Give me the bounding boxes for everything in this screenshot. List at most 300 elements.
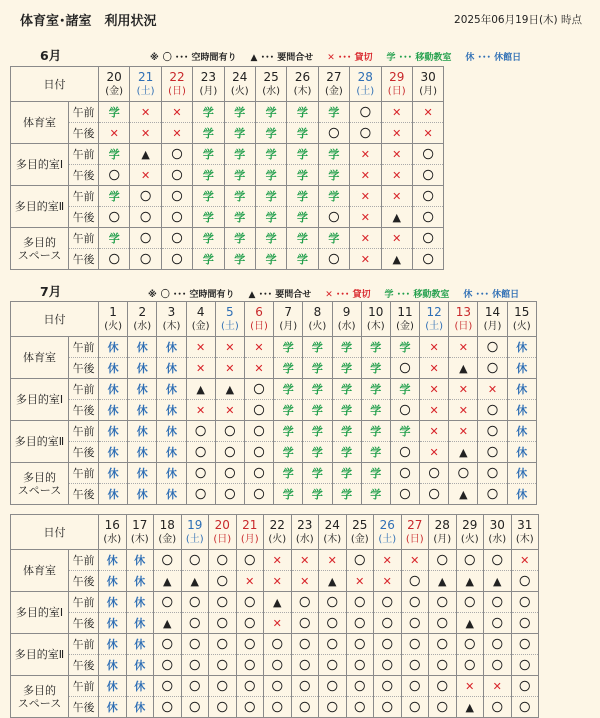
available-mark: 〇 [429,676,457,697]
weekday: (金) [105,86,124,97]
available-mark: 〇 [456,634,484,655]
available-mark: 〇 [478,400,507,421]
day-number: 13 [455,305,471,319]
closed-mark: 休 [128,358,157,379]
reserved-mark: ✕ [244,337,273,358]
time-slot: 午後 [69,442,99,463]
reserved-mark: ✕ [412,102,443,123]
date-header-cell [157,302,186,337]
closed-mark: 休 [99,337,128,358]
available-mark: 〇 [401,613,429,634]
available-mark: 〇 [130,228,161,249]
availability-table [10,514,539,718]
closed-mark: 休 [128,463,157,484]
reserved-mark: ✕ [381,186,412,207]
time-slot: 午後 [69,400,99,421]
reserved-mark: ✕ [291,550,319,571]
school-mark: 学 [274,337,303,358]
reserved-mark: ✕ [215,337,244,358]
available-mark: 〇 [154,550,182,571]
weekday: (土) [185,534,204,545]
school-mark: 学 [224,186,255,207]
date-header-cell [209,515,237,550]
school-mark: 学 [255,102,286,123]
reserved-mark: ✕ [350,186,381,207]
room-name: 多目的室Ⅱ [11,421,69,463]
date-header-cell [381,67,412,102]
weekday: (火) [308,321,327,332]
room-name: 多目的 スペース [11,228,69,270]
closed-mark: 休 [507,379,536,400]
day-number: 19 [187,518,203,532]
legend-item-g: 学 ･･･ 移動教室 [384,290,450,300]
date-header-cell [128,302,157,337]
school-mark: 学 [99,144,130,165]
available-mark: 〇 [209,676,237,697]
reserved-mark: ✕ [381,123,412,144]
date-header-cell [287,67,318,102]
legend-item-g: 学 ･･･ 移動教室 [386,53,452,63]
reserved-mark: ✕ [264,571,292,592]
reserved-mark: ✕ [99,123,130,144]
school-mark: 学 [274,442,303,463]
school-mark: 学 [361,337,390,358]
weekday: (日) [454,321,473,332]
school-mark: 学 [332,484,361,505]
available-mark: 〇 [291,613,319,634]
available-mark: 〇 [161,186,192,207]
available-mark: 〇 [319,676,347,697]
closed-mark: 休 [99,463,128,484]
available-mark: 〇 [346,634,374,655]
weekday: (水) [295,534,314,545]
available-mark: 〇 [130,186,161,207]
time-slot: 午後 [69,165,99,186]
closed-mark: 休 [99,358,128,379]
available-mark: 〇 [412,144,443,165]
inquire-mark: ▲ [456,697,484,718]
day-number: 7 [284,305,293,319]
as-of-date: 2025年06月19日(木) 時点 [454,14,582,26]
date-header-cell [236,515,264,550]
available-mark: 〇 [244,379,273,400]
closed-mark: 休 [157,400,186,421]
closed-mark: 休 [128,337,157,358]
day-number: 12 [426,305,442,319]
day-number: 15 [514,305,530,319]
date-header-cell [449,302,478,337]
weekday: (火) [230,86,249,97]
time-slot: 午後 [69,655,99,676]
closed-mark: 休 [99,442,128,463]
school-mark: 学 [274,400,303,421]
reserved-mark: ✕ [381,144,412,165]
available-mark: 〇 [181,634,209,655]
available-mark: 〇 [478,421,507,442]
availability-table [10,301,537,505]
available-mark: 〇 [319,634,347,655]
date-header-cell [332,302,361,337]
weekday: (水) [337,321,356,332]
legend-item-k: 休 ･･･ 休館日 [465,53,522,63]
weekday: (水) [488,534,507,545]
reserved-mark: ✕ [484,676,512,697]
closed-mark: 休 [507,358,536,379]
reserved-mark: ✕ [381,165,412,186]
available-mark: 〇 [215,442,244,463]
date-header-cell [161,67,192,102]
available-mark: 〇 [291,697,319,718]
closed-mark: 休 [99,379,128,400]
date-header-cell [186,302,215,337]
available-mark: 〇 [346,697,374,718]
closed-mark: 休 [126,655,154,676]
reserved-mark: ✕ [350,249,381,270]
available-mark: 〇 [374,697,402,718]
day-number: 2 [138,305,147,319]
available-mark: 〇 [130,249,161,270]
closed-mark: 休 [128,421,157,442]
school-mark: 学 [274,379,303,400]
available-mark: 〇 [401,697,429,718]
reserved-mark: ✕ [420,337,449,358]
available-mark: 〇 [209,592,237,613]
school-mark: 学 [303,463,332,484]
school-mark: 学 [193,249,224,270]
school-mark: 学 [99,228,130,249]
available-mark: 〇 [154,634,182,655]
closed-mark: 休 [157,442,186,463]
date-header-cell [478,302,507,337]
available-mark: 〇 [319,697,347,718]
weekday: (火) [268,534,287,545]
day-number: 24 [324,518,340,532]
available-mark: 〇 [449,463,478,484]
reserved-mark: ✕ [244,358,273,379]
weekday: (土) [425,321,444,332]
weekday: (月) [419,86,437,97]
reserved-mark: ✕ [420,421,449,442]
available-mark: 〇 [401,655,429,676]
school-mark: 学 [390,421,419,442]
school-mark: 学 [255,123,286,144]
available-mark: 〇 [484,697,512,718]
school-mark: 学 [99,186,130,207]
available-mark: 〇 [291,634,319,655]
available-mark: 〇 [264,634,292,655]
day-number: 27 [326,70,342,84]
reserved-mark: ✕ [449,379,478,400]
time-slot: 午前 [69,676,99,697]
available-mark: 〇 [350,123,381,144]
reserved-mark: ✕ [291,571,319,592]
weekday: (金) [350,534,369,545]
available-mark: 〇 [511,676,539,697]
available-mark: 〇 [412,186,443,207]
date-header-label: 日付 [11,67,99,102]
school-mark: 学 [193,165,224,186]
school-mark: 学 [193,102,224,123]
available-mark: 〇 [186,484,215,505]
available-mark: 〇 [511,697,539,718]
date-header-cell [264,515,292,550]
available-mark: 〇 [374,634,402,655]
closed-mark: 休 [126,550,154,571]
weekday: (月) [199,86,218,97]
available-mark: 〇 [484,592,512,613]
day-number: 6 [255,305,263,319]
date-header-cell [303,302,332,337]
day-number: 20 [214,518,230,532]
school-mark: 学 [318,102,349,123]
date-header-cell [484,515,512,550]
reserved-mark: ✕ [449,400,478,421]
weekday: (金) [158,534,177,545]
room-name: 多目的室Ⅰ [11,144,69,186]
legend-item-t: ▲ ･･･ 要問合せ [248,290,312,300]
reserved-mark: ✕ [350,165,381,186]
school-mark: 学 [287,144,318,165]
day-number: 24 [232,70,248,84]
date-header-cell [318,67,349,102]
reserved-mark: ✕ [412,123,443,144]
reserved-mark: ✕ [130,123,161,144]
school-mark: 学 [193,123,224,144]
weekday: (日) [405,534,424,545]
school-mark: 学 [255,186,286,207]
inquire-mark: ▲ [154,613,182,634]
available-mark: 〇 [244,442,273,463]
date-header-cell [456,515,484,550]
time-slot: 午後 [69,207,99,228]
available-mark: 〇 [215,463,244,484]
day-number: 1 [109,305,117,319]
weekday: (木) [130,534,149,545]
available-mark: 〇 [390,484,419,505]
closed-mark: 休 [99,592,127,613]
time-slot: 午前 [69,592,99,613]
legend [150,50,535,63]
available-mark: 〇 [181,655,209,676]
available-mark: 〇 [484,655,512,676]
weekday: (木) [323,534,342,545]
closed-mark: 休 [128,484,157,505]
day-number: 25 [352,518,368,532]
legend-item-t: ▲ ･･･ 要問合せ [250,53,314,63]
available-mark: 〇 [99,207,130,228]
school-mark: 学 [332,400,361,421]
available-mark: 〇 [244,421,273,442]
reserved-mark: ✕ [449,337,478,358]
available-mark: 〇 [130,207,161,228]
available-mark: 〇 [401,571,429,592]
available-mark: 〇 [401,634,429,655]
available-mark: 〇 [456,592,484,613]
time-slot: 午前 [69,228,99,249]
school-mark: 学 [255,228,286,249]
closed-mark: 休 [507,337,536,358]
weekday: (土) [136,86,155,97]
date-header-cell [181,515,209,550]
available-mark: 〇 [478,442,507,463]
closed-mark: 休 [99,550,127,571]
room-name: 体育室 [11,337,69,379]
available-mark: 〇 [186,463,215,484]
legend-item-mark_note: ※ [150,53,159,63]
time-slot: 午後 [69,249,99,270]
closed-mark: 休 [128,400,157,421]
available-mark: 〇 [412,165,443,186]
school-mark: 学 [390,379,419,400]
school-mark: 学 [224,207,255,228]
weekday: (月) [433,534,452,545]
closed-mark: 休 [126,697,154,718]
date-header-cell [390,302,419,337]
time-slot: 午前 [69,421,99,442]
day-number: 14 [484,305,501,319]
reserved-mark: ✕ [186,358,215,379]
closed-mark: 休 [157,379,186,400]
date-header-cell [154,515,182,550]
weekday: (水) [133,321,152,332]
date-header-cell [361,302,390,337]
school-mark: 学 [287,123,318,144]
closed-mark: 休 [507,484,536,505]
available-mark: 〇 [186,442,215,463]
inquire-mark: ▲ [181,571,209,592]
time-slot: 午後 [69,123,99,144]
school-mark: 学 [274,484,303,505]
weekday: (木) [293,86,312,97]
inquire-mark: ▲ [449,442,478,463]
available-mark: 〇 [456,550,484,571]
legend [148,287,533,300]
day-number: 9 [342,305,351,319]
day-number: 25 [263,70,279,84]
reserved-mark: ✕ [420,400,449,421]
school-mark: 学 [193,207,224,228]
reserved-mark: ✕ [381,228,412,249]
available-mark: 〇 [181,676,209,697]
time-slot: 午前 [69,463,99,484]
room-name: 多目的室Ⅱ [11,634,69,676]
day-number: 16 [104,518,120,532]
school-mark: 学 [332,358,361,379]
available-mark: 〇 [319,592,347,613]
page-title: 体育室･諸室 利用状況 [20,14,157,29]
day-number: 22 [169,70,185,84]
available-mark: 〇 [412,207,443,228]
available-mark: 〇 [236,676,264,697]
available-mark: 〇 [390,400,419,421]
reserved-mark: ✕ [374,571,402,592]
available-mark: 〇 [511,571,539,592]
reserved-mark: ✕ [264,550,292,571]
available-mark: 〇 [390,463,419,484]
room-name: 体育室 [11,550,69,592]
day-number: 21 [137,70,154,84]
closed-mark: 休 [128,379,157,400]
time-slot: 午前 [69,186,99,207]
reserved-mark: ✕ [456,676,484,697]
available-mark: 〇 [264,676,292,697]
available-mark: 〇 [478,484,507,505]
reserved-mark: ✕ [350,144,381,165]
school-mark: 学 [255,144,286,165]
available-mark: 〇 [209,571,237,592]
inquire-mark: ▲ [449,484,478,505]
school-mark: 学 [274,358,303,379]
reserved-mark: ✕ [264,613,292,634]
reserved-mark: ✕ [350,207,381,228]
school-mark: 学 [255,165,286,186]
reserved-mark: ✕ [511,550,539,571]
room-name: 多目的室Ⅰ [11,592,69,634]
available-mark: 〇 [99,165,130,186]
available-mark: 〇 [236,550,264,571]
inquire-mark: ▲ [264,592,292,613]
closed-mark: 休 [99,421,128,442]
reserved-mark: ✕ [449,421,478,442]
day-number: 28 [357,70,373,84]
time-slot: 午前 [69,634,99,655]
school-mark: 学 [274,421,303,442]
day-number: 23 [200,70,216,84]
available-mark: 〇 [484,613,512,634]
available-mark: 〇 [429,592,457,613]
school-mark: 学 [318,165,349,186]
available-mark: 〇 [374,613,402,634]
date-header-cell [215,302,244,337]
available-mark: 〇 [412,249,443,270]
closed-mark: 休 [126,571,154,592]
reserved-mark: ✕ [381,102,412,123]
reserved-mark: ✕ [215,358,244,379]
closed-mark: 休 [99,613,127,634]
closed-mark: 休 [507,421,536,442]
school-mark: 学 [318,186,349,207]
available-mark: 〇 [236,655,264,676]
day-number: 3 [167,305,176,319]
available-mark: 〇 [154,676,182,697]
inquire-mark: ▲ [449,358,478,379]
available-mark: 〇 [420,463,449,484]
closed-mark: 休 [128,442,157,463]
closed-mark: 休 [99,400,128,421]
school-mark: 学 [303,337,332,358]
available-mark: 〇 [209,655,237,676]
date-header-cell [346,515,374,550]
date-header-cell [511,515,539,550]
closed-mark: 休 [99,571,127,592]
available-mark: 〇 [346,676,374,697]
month-heading: 6月 [40,48,62,63]
available-mark: 〇 [478,358,507,379]
school-mark: 学 [332,379,361,400]
closed-mark: 休 [157,484,186,505]
legend-item-mark_note: ※ [148,290,157,300]
closed-mark: 休 [99,676,127,697]
available-mark: 〇 [154,592,182,613]
school-mark: 学 [332,421,361,442]
legend-item-x: ✕ ･･･ 貸切 [325,290,371,300]
school-mark: 学 [193,186,224,207]
closed-mark: 休 [99,634,127,655]
available-mark: 〇 [209,550,237,571]
available-mark: 〇 [429,613,457,634]
school-mark: 学 [274,463,303,484]
date-header-cell [244,302,273,337]
